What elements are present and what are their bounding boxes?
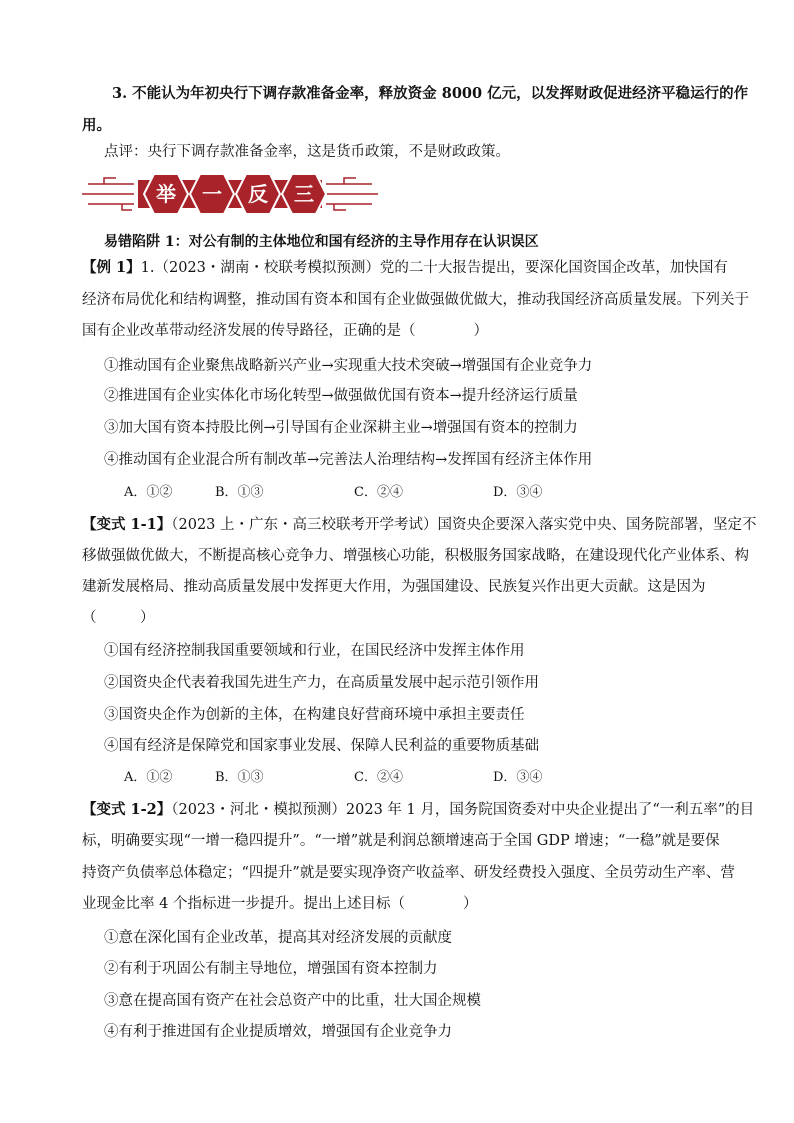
variant-1-1-line-3: 建新发展格局、推动高质量发展中发挥更大作用，为强国建设、民族复兴作出更大贡献。这是因为 [82, 579, 706, 595]
variant-1-2-line-1 [82, 800, 754, 820]
example-1-option-c[interactable]: C．②④ [354, 485, 403, 500]
example-1-line-2: 经济布局优化和结构调整，推动国有资本和国有企业做强做优做大，推动我国经济高质量发展。下列关于 [82, 292, 749, 308]
variant-1-1-line-1 [82, 515, 757, 535]
variant-1-1-line-2: 移做强做优做大，不断提高核心竞争力、增强核心功能，积极服务国家战略，在建设现代化产业体系、构 [82, 548, 749, 564]
item-3-line-2: 用。 [82, 117, 111, 134]
example-1-statement-2: ②推进国有企业实体化市场化转型→做强做优国有资本→提升经济运行质量 [104, 388, 578, 404]
example-1-line-1 [82, 258, 728, 278]
variant-1-2-tag: 【变式 1-2】 [82, 801, 172, 818]
example-1-statement-3: ③加大国有资本持股比例→引导国有企业深耕主业→增强国有资本的控制力 [104, 420, 578, 436]
variant-1-2-statement-3: ③意在提高国有资产在社会总资产中的比重，壮大国企规模 [104, 993, 481, 1009]
variant-1-2-statement-4: ④有利于推进国有企业提质增效，增强国有企业竞争力 [104, 1024, 452, 1040]
variant-1-1-statement-3: ③国资央企作为创新的主体，在构建良好营商环境中承担主要责任 [104, 707, 525, 723]
banner-char-1: 举 [156, 182, 176, 206]
variant-1-1-tag: 【变式 1-1】 [82, 516, 172, 533]
variant-1-1-line-4: （ ） [82, 610, 155, 626]
left-ornament [82, 178, 134, 210]
variant-1-2-line-2: 标，明确要实现“一增一稳四提升”。“一增”就是利润总额增速高于全国 GDP 增速；“一稳”就是要保 [82, 833, 720, 849]
variant-1-1-option-c[interactable]: C．②④ [354, 770, 403, 785]
banner-char-4: 三 [294, 182, 314, 206]
example-1-option-a[interactable]: A．①② [124, 485, 173, 500]
example-1-text-1: 1.（2023・湖南・校联考模拟预测）党的二十大报告提出，要深化国资国企改革，加快国有 [140, 260, 728, 276]
variant-1-1-text-1: （2023 上・广东・高三校联考开学考试）国资央企要深入落实党中央、国务院部署，坚定不 [171, 517, 757, 533]
item-3-line-1: 3. 不能认为年初央行下调存款准备金率，释放资金 8000 亿元，以发挥财政促进经济平稳运行的作 [112, 85, 749, 102]
example-1-tag: 【例 1】 [82, 259, 141, 276]
banner-graphic [82, 170, 378, 218]
variant-1-1-statement-1: ①国有经济控制我国重要领域和行业，在国民经济中发挥主体作用 [104, 643, 525, 659]
variant-1-1-option-d[interactable]: D．③④ [493, 770, 543, 785]
example-1-statement-4: ④推动国有企业混合所有制改革→完善法人治理结构→发挥国有经济主体作用 [104, 452, 593, 468]
variant-1-2-statement-1: ①意在深化国有企业改革，提高其对经济发展的贡献度 [104, 930, 452, 946]
variant-1-1-option-a[interactable]: A．①② [124, 770, 173, 785]
variant-1-1-statement-2: ②国资央企代表着我国先进生产力，在高质量发展中起示范引领作用 [104, 675, 539, 691]
variant-1-2-line-4: 业现金比率 4 个指标进一步提升。提出上述目标（ ） [82, 896, 478, 912]
variant-1-2-text-1: （2023・河北・模拟预测）2023 年 1 月，国务院国资委对中央企业提出了“一利五率”的目 [171, 802, 755, 818]
variant-1-2-statement-2: ②有利于巩固公有制主导地位，增强国有资本控制力 [104, 961, 438, 977]
variant-1-1-option-b[interactable]: B．①③ [215, 770, 264, 785]
variant-1-1-statement-4: ④国有经济是保障党和国家事业发展、保障人民利益的重要物质基础 [104, 738, 539, 754]
example-1-option-d[interactable]: D．③④ [493, 485, 543, 500]
comment-text: 点评：央行下调存款准备金率，这是货币政策，不是财政政策。 [104, 144, 510, 160]
right-ornament [326, 178, 378, 210]
example-1-line-3: 国有企业改革带动经济发展的传导路径，正确的是（ ） [82, 323, 488, 339]
variant-1-2-line-3: 持资产负债率总体稳定；“四提升”就是要实现净资产收益率、研发经费投入强度、全员劳动生产率、营 [82, 865, 735, 881]
section-banner [82, 170, 378, 218]
example-1-option-b[interactable]: B．①③ [215, 485, 264, 500]
section-heading: 易错陷阱 1：对公有制的主体地位和国有经济的主导作用存在认识误区 [104, 234, 539, 250]
banner-char-2: 一 [202, 182, 222, 206]
example-1-statement-1: ①推动国有企业聚焦战略新兴产业→实现重大技术突破→增强国有企业竞争力 [104, 358, 593, 374]
banner-char-3: 反 [248, 182, 268, 206]
